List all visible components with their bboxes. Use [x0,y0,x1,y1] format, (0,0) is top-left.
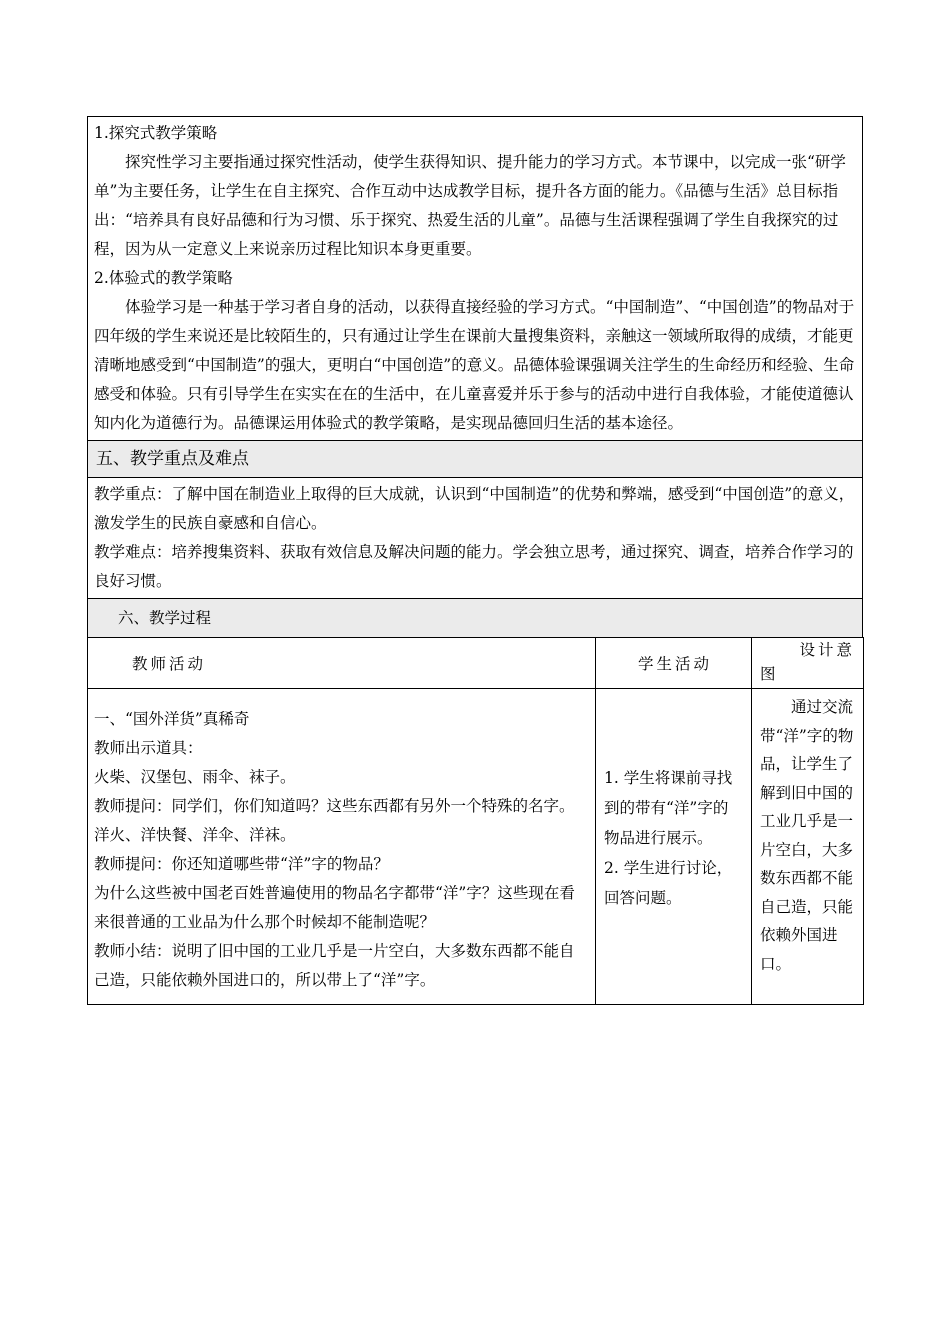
student-line: 1. 学生将课前寻找到的带有“洋”字的物品进行展示。 [604,769,733,847]
header-student-activity: 学生活动 [596,638,752,689]
teacher-line: 教师出示道具： [94,739,203,757]
strategy-1-body: 探究性学习主要指通过探究性活动，使学生获得知识、提升能力的学习方式。本节课中，以完成一张“研学单”为主要任务，让学生在自主探究、合作互动中达成教学目标，提升各方面的能力。《品德与生活》总目标指出：“培养具有良好品德和行为习惯、乐于探究、热爱生活的儿童”。品德与生活课程强调了学生自我探究的过程，因为从一定意义上来说亲历过程比知识本身更重要。 [94,153,846,258]
process-table [87,637,864,1005]
upper-table [87,116,863,638]
teacher-line: 火柴、汉堡包、雨伞、袜子。 [94,768,296,786]
student-activity-cell [596,689,752,1005]
teacher-line: 教师提问：同学们，你们知道吗？这些东西都有另外一个特殊的名字。洋火、洋快餐、洋伞、洋袜。 [94,797,575,844]
strategy-2-body: 体验学习是一种基于学习者自身的活动，以获得直接经验的学习方式。“中国制造”、“中国创造”的物品对于四年级的学生来说还是比较陌生的，只有通过让学生在课前大量搜集资料，亲触这一领域所取得的成绩，才能更清晰地感受到“中国制造”的强大，更明白“中国创造”的意义。品德体验课强调关注学生的生命经历和经验、生命感受和体验。只有引导学生在实实在在的生活中，在儿童喜爱并乐于参与的活动中进行自我体验，才能使道德认知内化为道德行为。品德课运用体验式的教学策略，是实现品德回归生活的基本途径。 [94,298,855,432]
section-5-heading: 五、教学重点及难点 [88,441,863,478]
header-teacher-activity: 教师活动 [88,638,596,689]
teacher-line: 为什么这些被中国老百姓普遍使用的物品名字都带“洋”字？这些现在看来很普通的工业品为什么那个时候却不能制造呢？ [94,884,575,931]
strategy-1-title: 1.探究式教学策略 [94,124,218,142]
teacher-line: 教师小结：说明了旧中国的工业几乎是一片空白，大多数东西都不能自己造，只能依赖外国进口的，所以带上了“洋”字。 [94,942,575,989]
teacher-line: 教师提问：你还知道哪些带“洋”字的物品？ [94,855,389,873]
header-design-line2: 图 [760,665,779,683]
teacher-activity-cell [88,689,596,1005]
design-intent-cell [752,689,864,1005]
student-line: 2. 学生进行讨论，回答问题。 [604,859,733,907]
key-points-cell [88,478,863,599]
lesson-plan-document [87,116,863,1005]
difficulty-text: 教学难点：培养搜集资料、获取有效信息及解决问题的能力。学会独立思考，通过探究、调查，培养合作学习的良好习惯。 [94,543,854,590]
header-design-intent [752,638,864,689]
key-point-text: 教学重点：了解中国在制造业上取得的巨大成就，认识到“中国制造”的优势和弊端，感受到“中国创造”的意义，激发学生的民族自豪感和自信心。 [94,485,855,532]
design-intent-text: 通过交流带“洋”字的物品，让学生了解到旧中国的工业几乎是一片空白，大多数东西都不能自己造，只能依赖外国进口。 [760,698,854,973]
strategy-2-title: 2.体验式的教学策略 [94,269,233,287]
section-6-heading: 六、教学过程 [88,599,863,638]
teacher-line: 一、“国外洋货”真稀奇 [94,710,250,728]
header-design-line1: 设计意 [799,641,855,659]
teaching-strategy-cell [88,117,863,441]
